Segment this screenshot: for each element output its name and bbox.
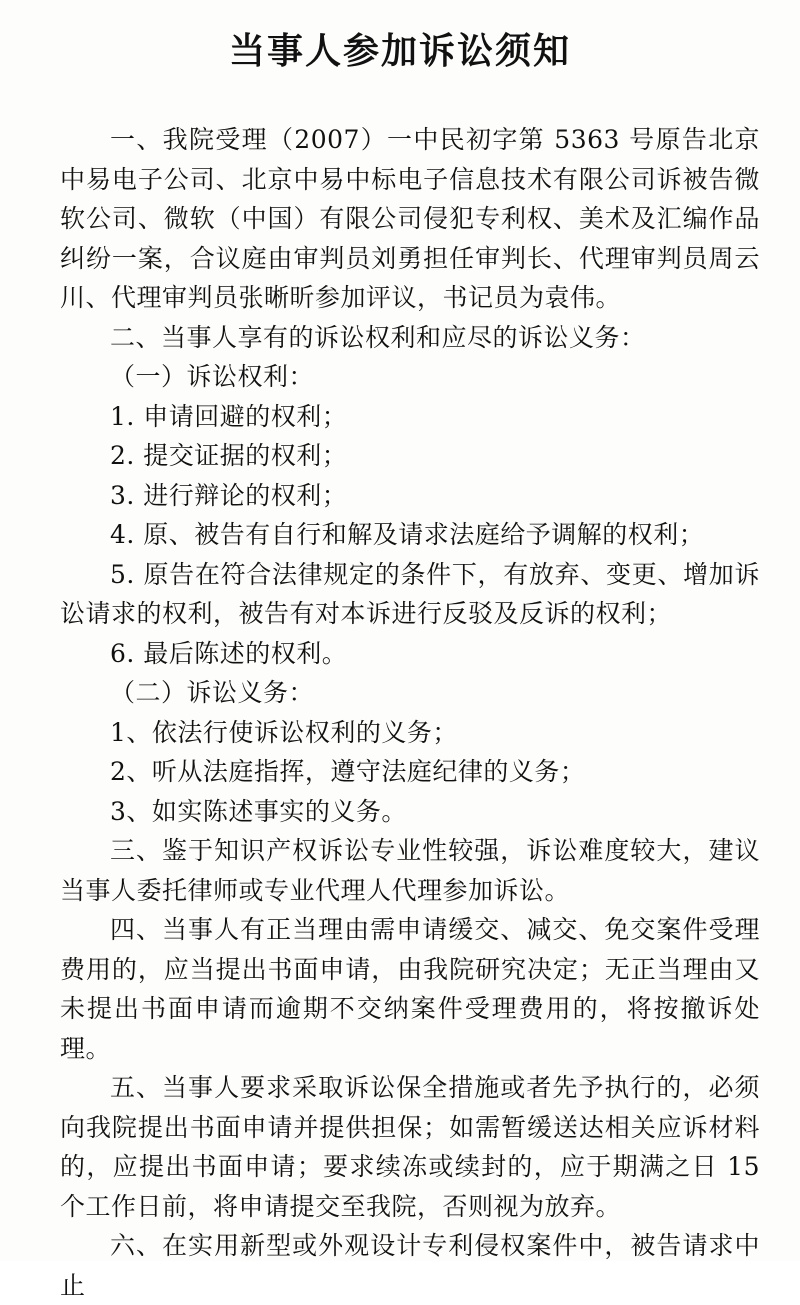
paragraph-fees: 四、当事人有正当理由需申请缓交、减交、免交案件受理费用的，应当提出书面申请，由我院研究决定；无正当理由又未提出书面申请而逾期不交纳案件受理费用的，将按撤诉处理。 <box>60 915 760 1063</box>
list-item-right-6: 6. 最后陈述的权利。 <box>110 638 348 668</box>
list-item-right-2: 2. 提交证据的权利； <box>110 441 348 470</box>
list-item-duty-1: 1、依法行使诉讼权利的义务； <box>110 717 458 747</box>
subheading-litigation-duties: （二）诉讼义务： <box>110 678 315 707</box>
list-item-right-3: 3. 进行辩论的权利； <box>110 480 348 510</box>
subheading-litigation-rights: （一）诉讼权利： <box>110 362 315 391</box>
list-item-right-4: 4. 原、被告有自行和解及请求法庭给予调解的权利； <box>110 520 705 549</box>
paragraph-preservation: 五、当事人要求采取诉讼保全措施或者先予执行的，必须向我院提出书面申请并提供担保；如需暂缓送达相关应诉材料的，应提出书面申请；要求续冻或续封的，应于期满之日 15 个工作日前，将申请提交至我院，否则视为放弃。 <box>60 1073 760 1221</box>
list-item-right-1: 1. 申请回避的权利； <box>110 401 348 431</box>
paragraph-patent-suspension: 六、在实用新型或外观设计专利侵权案件中，被告请求中止 <box>60 1231 760 1300</box>
list-item-duty-2: 2、听从法庭指挥，遵守法庭纪律的义务； <box>110 757 586 786</box>
paragraph-case-info: 一、我院受理（2007）一中民初字第 5363 号原告北京中易电子公司、北京中易中标电子信息技术有限公司诉被告微软公司、微软（中国）有限公司侵犯专利权、美术及汇编作品纠纷一案，合议庭由审判员刘勇担任审判长、代理审判员周云川、代理审判员张晰昕参加评议，书记员为袁伟。 <box>60 125 760 312</box>
paragraph-rights-duties-heading: 二、当事人享有的诉讼权利和应尽的诉讼义务： <box>110 322 646 352</box>
document-title: 当事人参加诉讼须知 <box>228 31 571 72</box>
list-item-right-5: 5. 原告在符合法律规定的条件下，有放弃、变更、增加诉讼请求的权利，被告有对本诉进行反驳及反诉的权利； <box>60 559 760 628</box>
list-item-duty-3: 3、如实陈述事实的义务。 <box>110 796 407 826</box>
paragraph-lawyer-advice: 三、鉴于知识产权诉讼专业性较强，诉讼难度较大，建议当事人委托律师或专业代理人代理参加诉讼。 <box>60 836 760 905</box>
document-body <box>60 120 760 1305</box>
